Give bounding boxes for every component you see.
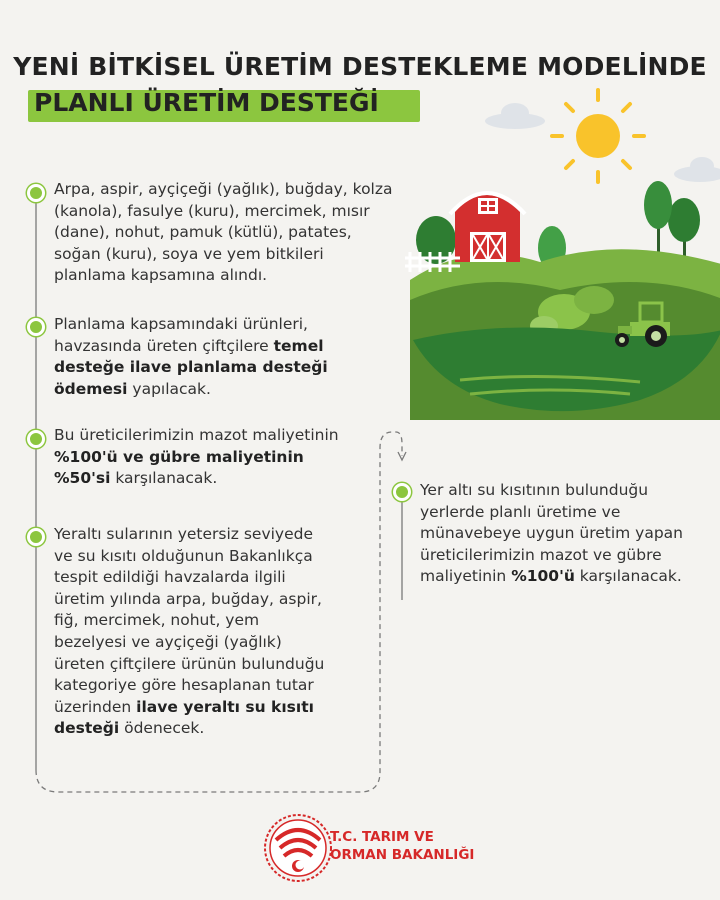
paragraph-2: Planlama kapsamındaki ürünleri, havzasında üreten çiftçilere temel desteğe ilave planlama desteği ödemesi yapılacak. bbox=[54, 315, 328, 398]
ministry-name-line2: ORMAN BAKANLIĞI bbox=[330, 847, 475, 863]
ministry-emblem-icon bbox=[265, 815, 331, 881]
paragraph-4: Yeraltı sularının yetersiz seviyede ve su kısıtı olduğunun Bakanlıkça tespit edildiği havzalarda ilgili üretim yılında arpa, buğday, aspir, fiğ, mercimek, nohut, yem bezelyesi ve ayçiçeği (yağlık) üreten çiftçilere ürünün bulunduğu kategoriye göre hesaplanan tutar üzerinden ilave yeraltı su kısıtı desteği ödenecek. bbox=[54, 525, 325, 738]
paragraph-5: Yer altı su kısıtının bulunduğu yerlerde planlı üretime ve münavebeye uygun üretim yapan üreticilerimizin mazot ve gübre maliyetinin %100'ü karşılanacak. bbox=[420, 481, 684, 586]
paragraph-3: Bu üreticilerimizin mazot maliyetinin %100'ü ve gübre maliyetinin %50'si karşılanacak. bbox=[54, 426, 339, 488]
title-line2: PLANLI ÜRETİM DESTEĞİ bbox=[34, 88, 379, 117]
ministry-name bbox=[330, 828, 474, 864]
ministry-name-line1: T.C. TARIM VE bbox=[330, 829, 434, 845]
paragraph-1: Arpa, aspir, ayçiçeği (yağlık), buğday, kolza (kanola), fasulye (kuru), mercimek, mısır (dane), nohut, pamuk (kütlü), patates, soğan (kuru), soya ve yem bitkileri planlama kapsamına alındı. bbox=[54, 180, 393, 285]
title-line1: YENİ BİTKİSEL ÜRETİM DESTEKLEME MODELİNDE bbox=[13, 52, 707, 81]
